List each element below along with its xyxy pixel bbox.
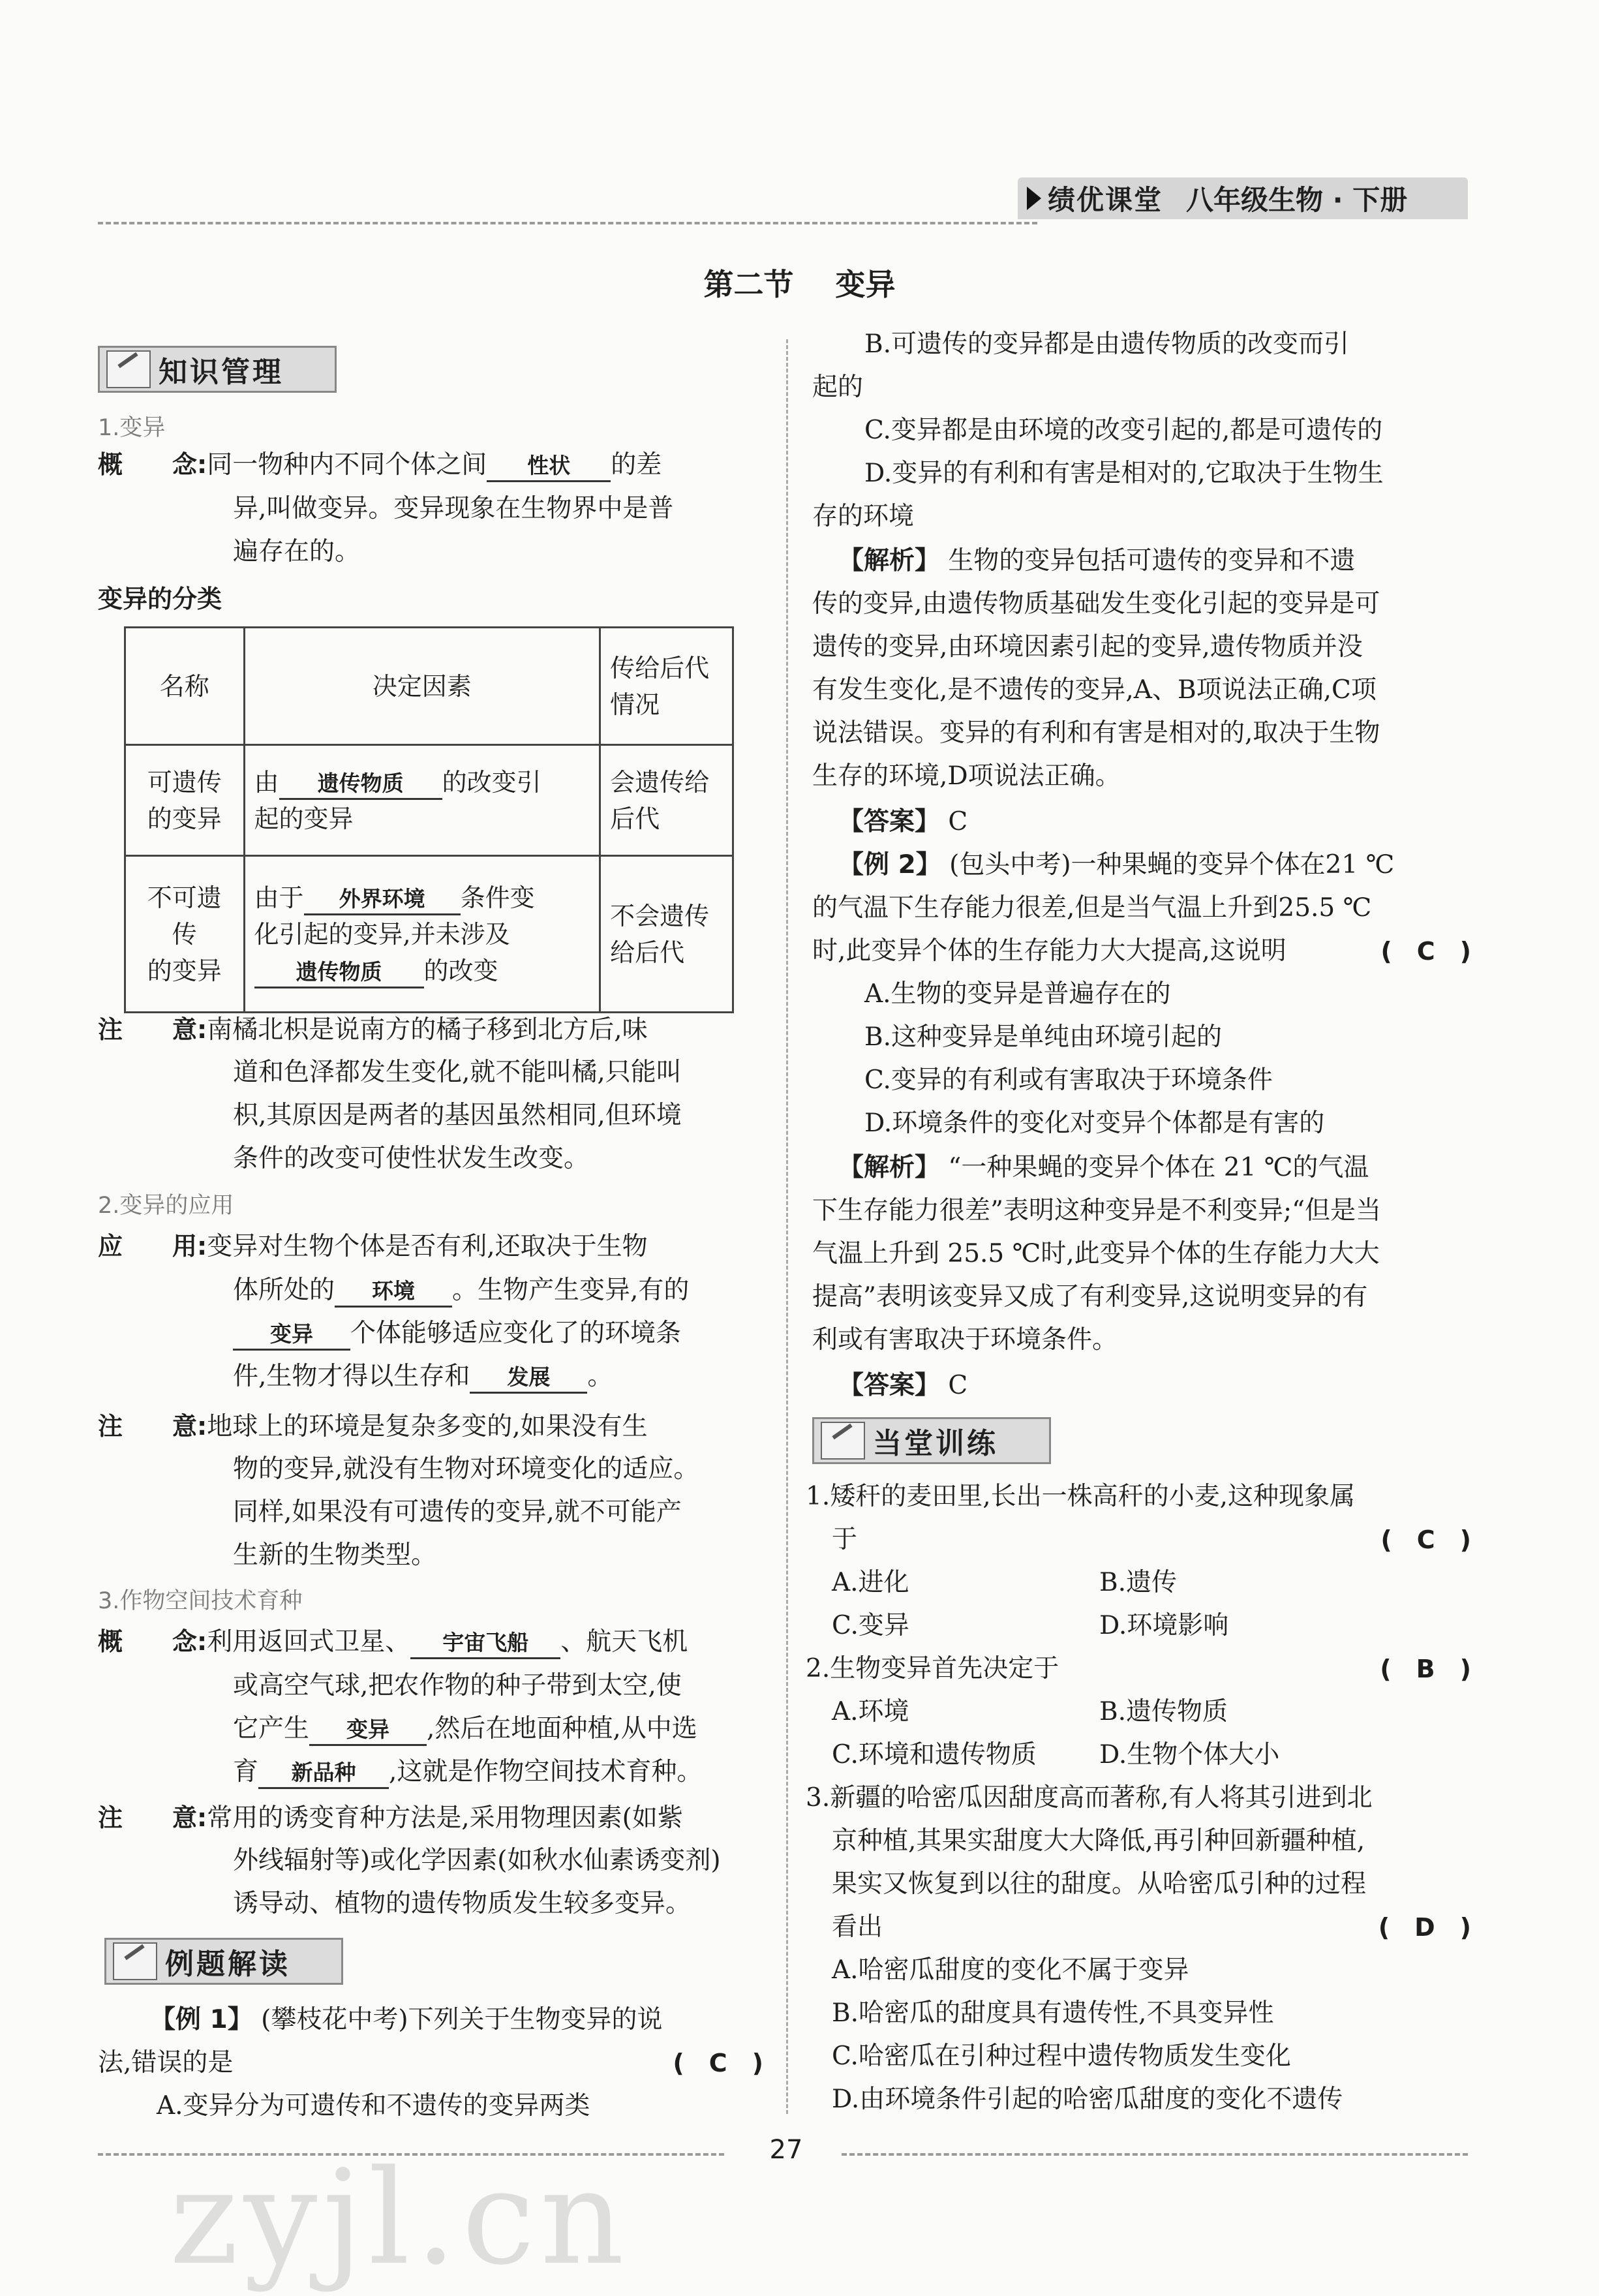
text: ,然后在地面种植,从中选: [427, 1714, 697, 1743]
text: 2.生物变异首先决定于: [806, 1654, 1059, 1683]
ex2-option-b: B.这种变异是单纯由环境引起的: [864, 1022, 1223, 1052]
q2-option-d: D.生物个体大小: [1099, 1740, 1280, 1769]
apply-line-2: [233, 1272, 689, 1309]
section-title: 当堂训练: [873, 1427, 998, 1460]
text: 体所处的: [233, 1276, 335, 1305]
text: 可遗传: [147, 767, 222, 797]
pencil-note-icon: [113, 1942, 157, 1980]
note3-line-1: [98, 1799, 683, 1837]
row2-inherit: [600, 856, 733, 1013]
text: 化引起的变异,并未涉及: [254, 919, 510, 949]
example-tag: 【例 2】: [838, 850, 941, 880]
text: 由于: [254, 883, 304, 912]
q2-line: [806, 1651, 1471, 1687]
section-header-training: [812, 1417, 1051, 1464]
note2-line-2: 物的变异,就没有生物对环境变化的适应。: [233, 1454, 699, 1484]
text: 。: [587, 1362, 613, 1391]
jx2-line-4: 提高”表明该变异又成了有利变异,这说明变异的有: [812, 1282, 1368, 1311]
answer-tag: 【答案】: [838, 807, 941, 836]
text: 的变异: [147, 804, 222, 833]
text: 变异对生物个体是否有利,还取决于生物: [207, 1232, 648, 1261]
note3-line-3: 诱导动、植物的遗传物质发生较多变异。: [233, 1889, 692, 1918]
concept-label: 概 念:: [98, 1627, 207, 1656]
text: 不会遗传: [610, 901, 710, 930]
q1-option-a: A.进化: [832, 1568, 909, 1597]
note1-line-4: 条件的改变可使性状发生改变。: [233, 1144, 590, 1173]
note2-line-1: [98, 1408, 648, 1445]
section-title: 知识管理: [159, 356, 284, 389]
answer-blank: 发展: [470, 1363, 587, 1394]
row1-factor: [244, 745, 600, 856]
subsection-1: 1.变异: [98, 415, 166, 441]
example-tag: 【例 1】: [150, 2005, 253, 2034]
header-arrow-icon: [1027, 187, 1041, 210]
concept-line-1: [98, 446, 662, 483]
header-rule: [98, 222, 1037, 224]
q2-option-a: A.环境: [832, 1697, 909, 1726]
analysis-tag: 【解析】: [838, 546, 941, 575]
subsection-3: 3.作物空间技术育种: [98, 1588, 303, 1614]
text: 时,此变异个体的生存能力大大提高,这说明: [812, 936, 1287, 966]
watermark: zyjl.cn: [170, 2142, 630, 2294]
text: 常用的诱变育种方法是,采用物理因素(如紫: [207, 1803, 683, 1833]
answer: C: [1416, 1525, 1435, 1554]
ex1-line-2: [98, 2045, 763, 2081]
q2-option-b: B.遗传物质: [1099, 1697, 1228, 1726]
section-title: 例题解读: [165, 1948, 290, 1981]
answer-blank: 遗传物质: [279, 769, 442, 800]
answer-paren: ( D ): [1378, 1913, 1471, 1942]
header-book: 八年级生物 · 下册: [1186, 184, 1408, 216]
jx1-line-4: 有发生变化,是不遗传的变异,A、B项说法正确,C项: [812, 675, 1377, 705]
concept-line-3: 遍存在的。: [233, 537, 361, 566]
answer: C: [948, 1371, 968, 1400]
header-brand: 绩优课堂: [1048, 184, 1163, 216]
ex1-option-b-1: B.可遗传的变异都是由遗传物质的改变而引: [864, 329, 1350, 359]
text: 件,生物才得以生存和: [233, 1362, 470, 1391]
jx1-line-3: 遗传的变异,由环境因素引起的变异,遗传物质并没: [812, 632, 1363, 662]
note1-line-1: [98, 1011, 648, 1049]
answer-blank: 环境: [335, 1277, 452, 1308]
q3-line-2: 京种植,其果实甜度大大降低,再引种回新疆种植,: [832, 1826, 1365, 1856]
answer: C: [708, 2049, 727, 2077]
answer-blank: 变异: [309, 1715, 427, 1746]
answer: D: [1414, 1913, 1435, 1942]
q2-option-c: C.环境和遗传物质: [832, 1740, 1037, 1769]
row2-factor: [244, 856, 600, 1013]
pencil-note-icon: [106, 350, 151, 388]
text: ,这就是作物空间技术育种。: [389, 1757, 703, 1786]
text: 的改变: [423, 956, 498, 985]
text: “一种果蝇的变异个体在 21 ℃的气温: [948, 1153, 1369, 1182]
jx1-line-5: 说法错误。变异的有利和有害是相对的,取决于生物: [812, 718, 1380, 748]
text: 它产生: [233, 1714, 310, 1743]
q3-line-1: 3.新疆的哈密瓜因甜度高而著称,有人将其引进到北: [806, 1783, 1373, 1813]
ex2-option-c: C.变异的有利或有害取决于环境条件: [864, 1065, 1273, 1095]
answer-2: [838, 1368, 967, 1404]
page-number: 27: [769, 2135, 803, 2165]
page-title: 第二节 变异: [703, 267, 896, 302]
text: 于: [832, 1525, 858, 1554]
c3-line-3: [233, 1711, 697, 1747]
footer-rule-right: [842, 2153, 1468, 2156]
variation-table: [124, 626, 734, 1013]
apply-label: 应 用:: [98, 1232, 207, 1261]
text: 后代: [610, 804, 660, 833]
jx1-line-1: [838, 543, 1355, 579]
answer-blank: 变异: [233, 1320, 350, 1351]
text: (包头中考)一种果蝇的变异个体在21 ℃: [949, 850, 1395, 880]
text: 同一物种内不同个体之间: [207, 450, 487, 480]
answer: C: [1416, 937, 1435, 966]
q1-line-2: [832, 1522, 1471, 1558]
th-factor: 决定因素: [244, 628, 600, 745]
q1-option-c: C.变异: [832, 1611, 909, 1640]
text: 看出: [832, 1912, 883, 1942]
ex1-option-a: A.变异分为可遗传和不遗传的变异两类: [157, 2091, 590, 2120]
apply-line-3: [233, 1315, 681, 1352]
text: 法,错误的是: [98, 2048, 234, 2077]
note2-line-4: 生新的生物类型。: [233, 1540, 437, 1570]
text: 起的变异: [254, 804, 354, 833]
ex2-line-1: [838, 847, 1394, 883]
text: 传给后代: [610, 653, 710, 682]
text: 育: [233, 1757, 259, 1786]
answer-1: [838, 804, 967, 840]
q3-option-a: A.哈密瓜甜度的变化不属于变异: [832, 1955, 1189, 1985]
ex1-option-d-2: 存的环境: [812, 502, 915, 531]
jx2-line-5: 利或有害取决于环境条件。: [812, 1325, 1118, 1355]
ex1-option-d-1: D.变异的有利和有害是相对的,它取决于生物生: [864, 459, 1384, 488]
row1-inherit: [600, 745, 733, 856]
jx2-line-3: 气温上升到 25.5 ℃时,此变异个体的生存能力大大: [812, 1239, 1380, 1268]
text: 地球上的环境是复杂多变的,如果没有生: [207, 1412, 648, 1441]
concept-line-2: 异,叫做变异。变异现象在生物界中是普: [233, 494, 674, 523]
answer-paren: ( C ): [1380, 937, 1471, 966]
text: 利用返回式卫星、: [207, 1627, 411, 1657]
text: 的差: [611, 450, 662, 480]
text: 的改变引: [442, 767, 541, 797]
ex1-option-c: C.变异都是由环境的改变引起的,都是可遗传的: [864, 416, 1383, 445]
text: 条件变: [460, 883, 535, 912]
column-divider: [786, 339, 788, 2114]
row2-name: [125, 856, 245, 1013]
text: 的变异: [147, 956, 222, 985]
note-label: 注 意:: [98, 1412, 207, 1441]
section-header-knowledge: [98, 346, 337, 393]
th-name: 名称: [125, 628, 245, 745]
th-inherit: [600, 628, 733, 745]
text: 由: [254, 767, 279, 797]
ex2-line-3: [812, 933, 1471, 970]
c3-line-1: [98, 1623, 688, 1661]
note-label: 注 意:: [98, 1015, 207, 1044]
answer-blank: 新品种: [258, 1758, 389, 1789]
text: 不可遗传: [147, 883, 222, 949]
subsection-2: 2.变异的应用: [98, 1193, 234, 1219]
note1-line-3: 枳,其原因是两者的基因虽然相同,但环境: [233, 1101, 682, 1130]
text: 生物的变异包括可遗传的变异和不遗: [948, 546, 1356, 575]
analysis-tag: 【解析】: [838, 1153, 941, 1182]
c3-line-4: [233, 1754, 702, 1790]
ex2-option-d: D.环境条件的变化对变异个体都是有害的: [864, 1109, 1325, 1138]
note1-line-2: 道和色泽都发生变化,就不能叫橘,只能叫: [233, 1058, 682, 1087]
answer-paren: ( B ): [1380, 1655, 1471, 1683]
pencil-note-icon: [821, 1422, 865, 1460]
q3-option-c: C.哈密瓜在引种过程中遗传物质发生变化: [832, 2042, 1291, 2071]
text: 南橘北枳是说南方的橘子移到北方后,味: [207, 1015, 648, 1045]
concept-label: 概 念:: [98, 450, 207, 479]
text: 情况: [610, 690, 660, 719]
answer-blank: 性状: [487, 452, 611, 482]
q3-option-d: D.由环境条件引起的哈密瓜甜度的变化不遗传: [832, 2085, 1343, 2114]
classify-heading: 变异的分类: [98, 585, 222, 613]
answer-blank: 宇宙飞船: [410, 1629, 560, 1659]
answer-paren: ( C ): [673, 2049, 763, 2077]
q3-line-4: [832, 1909, 1471, 1946]
row1-name: [125, 745, 245, 856]
answer-blank: 外界环境: [304, 885, 461, 915]
text: 给后代: [610, 938, 685, 967]
header-banner: [1018, 177, 1468, 219]
ex1-line-1: [150, 2002, 663, 2038]
apply-line-4: [233, 1358, 613, 1395]
q1-option-b: B.遗传: [1099, 1568, 1178, 1597]
text: (攀枝花中考)下列关于生物变异的说: [261, 2005, 663, 2034]
jx1-line-6: 生存的环境,D项说法正确。: [812, 761, 1121, 791]
ex2-line-2: 的气温下生存能力很差,但是当气温上升到25.5 ℃: [812, 893, 1372, 923]
q3-line-3: 果实又恢复到以往的甜度。从哈密瓜引种的过程: [832, 1869, 1367, 1899]
note2-line-3: 同样,如果没有可遗传的变异,就不可能产: [233, 1497, 682, 1527]
q1-option-d: D.环境影响: [1099, 1611, 1229, 1640]
jx2-line-2: 下生存能力很差”表明这种变异是不利变异;“但是当: [812, 1196, 1382, 1225]
text: 会遗传给: [610, 767, 710, 797]
answer: B: [1416, 1655, 1435, 1683]
text: 。生物产生变异,有的: [452, 1276, 690, 1305]
note3-line-2: 外线辐射等)或化学因素(如秋水仙素诱变剂): [233, 1846, 721, 1875]
ex1-option-b-2: 起的: [812, 373, 864, 402]
c3-line-2: 或高空气球,把农作物的种子带到太空,使: [233, 1671, 682, 1700]
jx1-line-2: 传的变异,由遗传物质基础发生变化引起的变异是可: [812, 589, 1380, 619]
section-header-example: [104, 1938, 343, 1985]
text: 个体能够适应变化了的环境条: [350, 1319, 682, 1348]
q1-line-1: 1.矮秆的麦田里,长出一株高秆的小麦,这种现象属: [806, 1482, 1356, 1511]
answer-paren: ( C ): [1380, 1525, 1471, 1554]
apply-line-1: [98, 1228, 648, 1265]
text: 、航天飞机: [560, 1627, 688, 1657]
jx2-line-1: [838, 1150, 1369, 1186]
answer-blank: 遗传物质: [254, 958, 424, 988]
answer: C: [948, 807, 968, 836]
ex2-option-a: A.生物的变异是普遍存在的: [864, 979, 1171, 1009]
q3-option-b: B.哈密瓜的甜度具有遗传性,不具变异性: [832, 1998, 1274, 2028]
note-label: 注 意:: [98, 1803, 207, 1832]
answer-tag: 【答案】: [838, 1371, 941, 1400]
